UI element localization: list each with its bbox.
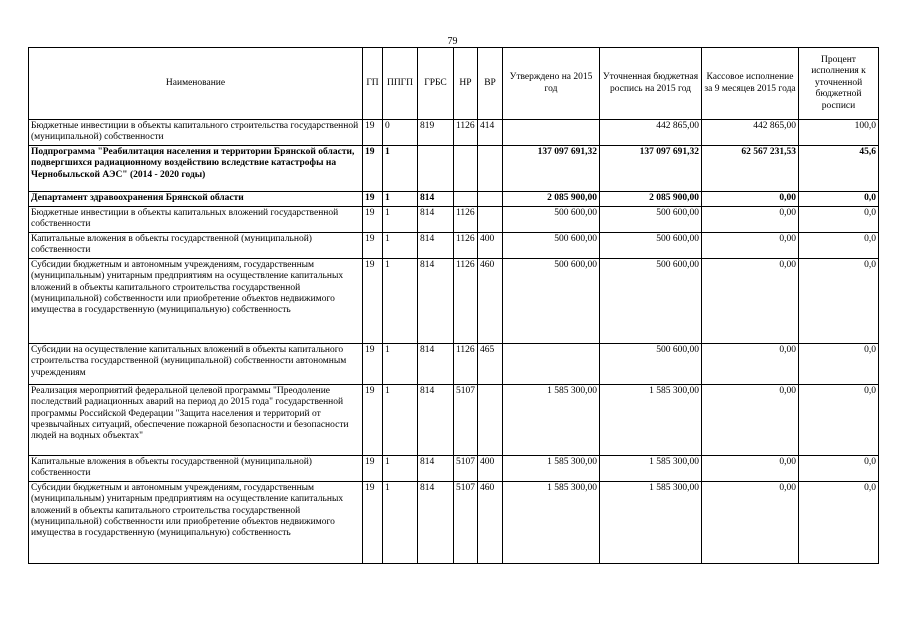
cell-name: Субсидии бюджетным и автономным учреждениям, государственным (муниципальным) унитарным предприятиям на осуществление капитальных вложений в объекты капитального строительства государственной (муниципальной) собственности или приобретение объектов недвижимого имущества в государственную (муниципальную) собственность — [29, 258, 363, 343]
cell-nr: 1126 — [454, 343, 478, 384]
cell-percent: 45,6 — [799, 145, 879, 191]
header-gp: ГП — [363, 48, 383, 120]
table-row — [29, 206, 879, 232]
cell-cash: 0,00 — [702, 206, 799, 232]
cell-grbs: 814 — [418, 455, 454, 481]
cell-nr: 1126 — [454, 120, 478, 146]
cell-refined: 500 600,00 — [600, 206, 702, 232]
cell-grbs: 814 — [418, 258, 454, 343]
cell-name: Капитальные вложения в объекты государственной (муниципальной) собственности — [29, 232, 363, 258]
cell-gp: 19 — [363, 343, 383, 384]
cell-approved — [503, 343, 600, 384]
cell-name: Капитальные вложения в объекты государственной (муниципальной) собственности — [29, 455, 363, 481]
cell-vr: 465 — [478, 343, 503, 384]
cell-approved: 1 585 300,00 — [503, 384, 600, 455]
cell-vr: 460 — [478, 258, 503, 343]
cell-name: Бюджетные инвестиции в объекты капитальных вложений государственной собственности — [29, 206, 363, 232]
cell-approved: 137 097 691,32 — [503, 145, 600, 191]
cell-cash: 0,00 — [702, 258, 799, 343]
cell-refined: 500 600,00 — [600, 232, 702, 258]
cell-nr: 5107 — [454, 384, 478, 455]
cell-name: Подпрограмма "Реабилитация населения и территории Брянской области, подвергшихся радиационному воздействию вследствие катастрофы на Чернобыльской АЭС" (2014 - 2020 годы) — [29, 145, 363, 191]
cell-grbs: 814 — [418, 481, 454, 563]
cell-refined: 500 600,00 — [600, 343, 702, 384]
page-number: 79 — [447, 36, 458, 47]
cell-ppgp: 1 — [383, 258, 418, 343]
cell-percent: 0,0 — [799, 258, 879, 343]
table-row — [29, 191, 879, 206]
table-row — [29, 232, 879, 258]
cell-approved: 2 085 900,00 — [503, 191, 600, 206]
cell-gp: 19 — [363, 191, 383, 206]
cell-ppgp: 1 — [383, 481, 418, 563]
cell-vr: 400 — [478, 232, 503, 258]
cell-cash: 0,00 — [702, 343, 799, 384]
table-row — [29, 145, 879, 191]
cell-grbs: 814 — [418, 343, 454, 384]
cell-gp: 19 — [363, 258, 383, 343]
cell-refined: 2 085 900,00 — [600, 191, 702, 206]
cell-ppgp: 1 — [383, 343, 418, 384]
cell-grbs: 814 — [418, 232, 454, 258]
cell-grbs — [418, 145, 454, 191]
cell-nr: 5107 — [454, 481, 478, 563]
cell-gp: 19 — [363, 232, 383, 258]
cell-name: Департамент здравоохранения Брянской области — [29, 191, 363, 206]
table-row — [29, 120, 879, 146]
cell-name: Субсидии на осуществление капитальных вложений в объекты капитального строительства государственной (муниципальной) собственности автономным учреждениям — [29, 343, 363, 384]
cell-nr: 1126 — [454, 258, 478, 343]
header-name: Наименование — [29, 48, 363, 120]
header-refined: Уточненная бюджетная роспись на 2015 год — [600, 48, 702, 120]
cell-approved: 500 600,00 — [503, 232, 600, 258]
cell-grbs: 814 — [418, 191, 454, 206]
cell-approved: 1 585 300,00 — [503, 481, 600, 563]
cell-grbs: 814 — [418, 206, 454, 232]
cell-name: Бюджетные инвестиции в объекты капитального строительства государственной (муниципальной) собственности — [29, 120, 363, 146]
cell-percent: 100,0 — [799, 120, 879, 146]
cell-approved — [503, 120, 600, 146]
cell-vr: 414 — [478, 120, 503, 146]
cell-vr — [478, 145, 503, 191]
cell-cash: 0,00 — [702, 455, 799, 481]
cell-ppgp: 1 — [383, 145, 418, 191]
table-row — [29, 343, 879, 384]
cell-percent: 0,0 — [799, 206, 879, 232]
cell-nr — [454, 191, 478, 206]
cell-vr: 400 — [478, 455, 503, 481]
cell-refined: 1 585 300,00 — [600, 481, 702, 563]
cell-cash: 0,00 — [702, 384, 799, 455]
cell-cash: 62 567 231,53 — [702, 145, 799, 191]
cell-name: Реализация мероприятий федеральной целевой программы "Преодоление последствий радиационных аварий на период до 2015 года" государственной программы Российской Федерации "Защита населения и территорий от чрезвычайных ситуаций, обеспечение пожарной безопасности и безопасности людей на водных объектах" — [29, 384, 363, 455]
header-percent: Процент исполнения к уточненной бюджетной росписи — [799, 48, 879, 120]
cell-ppgp: 1 — [383, 384, 418, 455]
cell-ppgp: 0 — [383, 120, 418, 146]
cell-cash: 0,00 — [702, 481, 799, 563]
cell-nr: 1126 — [454, 206, 478, 232]
cell-refined: 500 600,00 — [600, 258, 702, 343]
cell-ppgp: 1 — [383, 232, 418, 258]
cell-gp: 19 — [363, 120, 383, 146]
cell-vr — [478, 191, 503, 206]
cell-ppgp: 1 — [383, 455, 418, 481]
cell-percent: 0,0 — [799, 384, 879, 455]
cell-vr: 460 — [478, 481, 503, 563]
cell-cash: 442 865,00 — [702, 120, 799, 146]
header-vr: ВР — [478, 48, 503, 120]
cell-percent: 0,0 — [799, 191, 879, 206]
cell-refined: 137 097 691,32 — [600, 145, 702, 191]
table-row — [29, 455, 879, 481]
table-row — [29, 384, 879, 455]
cell-percent: 0,0 — [799, 481, 879, 563]
cell-ppgp: 1 — [383, 191, 418, 206]
cell-cash: 0,00 — [702, 191, 799, 206]
cell-gp: 19 — [363, 206, 383, 232]
table-row — [29, 258, 879, 343]
cell-nr — [454, 145, 478, 191]
header-approved: Утверждено на 2015 год — [503, 48, 600, 120]
cell-gp: 19 — [363, 455, 383, 481]
cell-percent: 0,0 — [799, 343, 879, 384]
cell-approved: 500 600,00 — [503, 206, 600, 232]
header-nr: НР — [454, 48, 478, 120]
header-ppgp: ППГП — [383, 48, 418, 120]
cell-nr: 5107 — [454, 455, 478, 481]
cell-vr — [478, 206, 503, 232]
cell-nr: 1126 — [454, 232, 478, 258]
cell-grbs: 819 — [418, 120, 454, 146]
cell-grbs: 814 — [418, 384, 454, 455]
cell-cash: 0,00 — [702, 232, 799, 258]
cell-name: Субсидии бюджетным и автономным учреждениям, государственным (муниципальным) унитарным предприятиям на осуществление капитальных вложений в объекты капитального строительства государственной (муниципальной) собственности или приобретение объектов недвижимого имущества в государственную (муниципальную) собственность — [29, 481, 363, 563]
cell-gp: 19 — [363, 145, 383, 191]
cell-gp: 19 — [363, 384, 383, 455]
budget-table — [28, 47, 879, 564]
cell-vr — [478, 384, 503, 455]
cell-approved: 1 585 300,00 — [503, 455, 600, 481]
header-cash: Кассовое исполнение за 9 месяцев 2015 года — [702, 48, 799, 120]
header-grbs: ГРБС — [418, 48, 454, 120]
cell-refined: 1 585 300,00 — [600, 384, 702, 455]
cell-percent: 0,0 — [799, 232, 879, 258]
cell-refined: 1 585 300,00 — [600, 455, 702, 481]
header-row — [29, 48, 879, 120]
cell-gp: 19 — [363, 481, 383, 563]
cell-approved: 500 600,00 — [503, 258, 600, 343]
cell-refined: 442 865,00 — [600, 120, 702, 146]
table-row — [29, 481, 879, 563]
cell-ppgp: 1 — [383, 206, 418, 232]
cell-percent: 0,0 — [799, 455, 879, 481]
